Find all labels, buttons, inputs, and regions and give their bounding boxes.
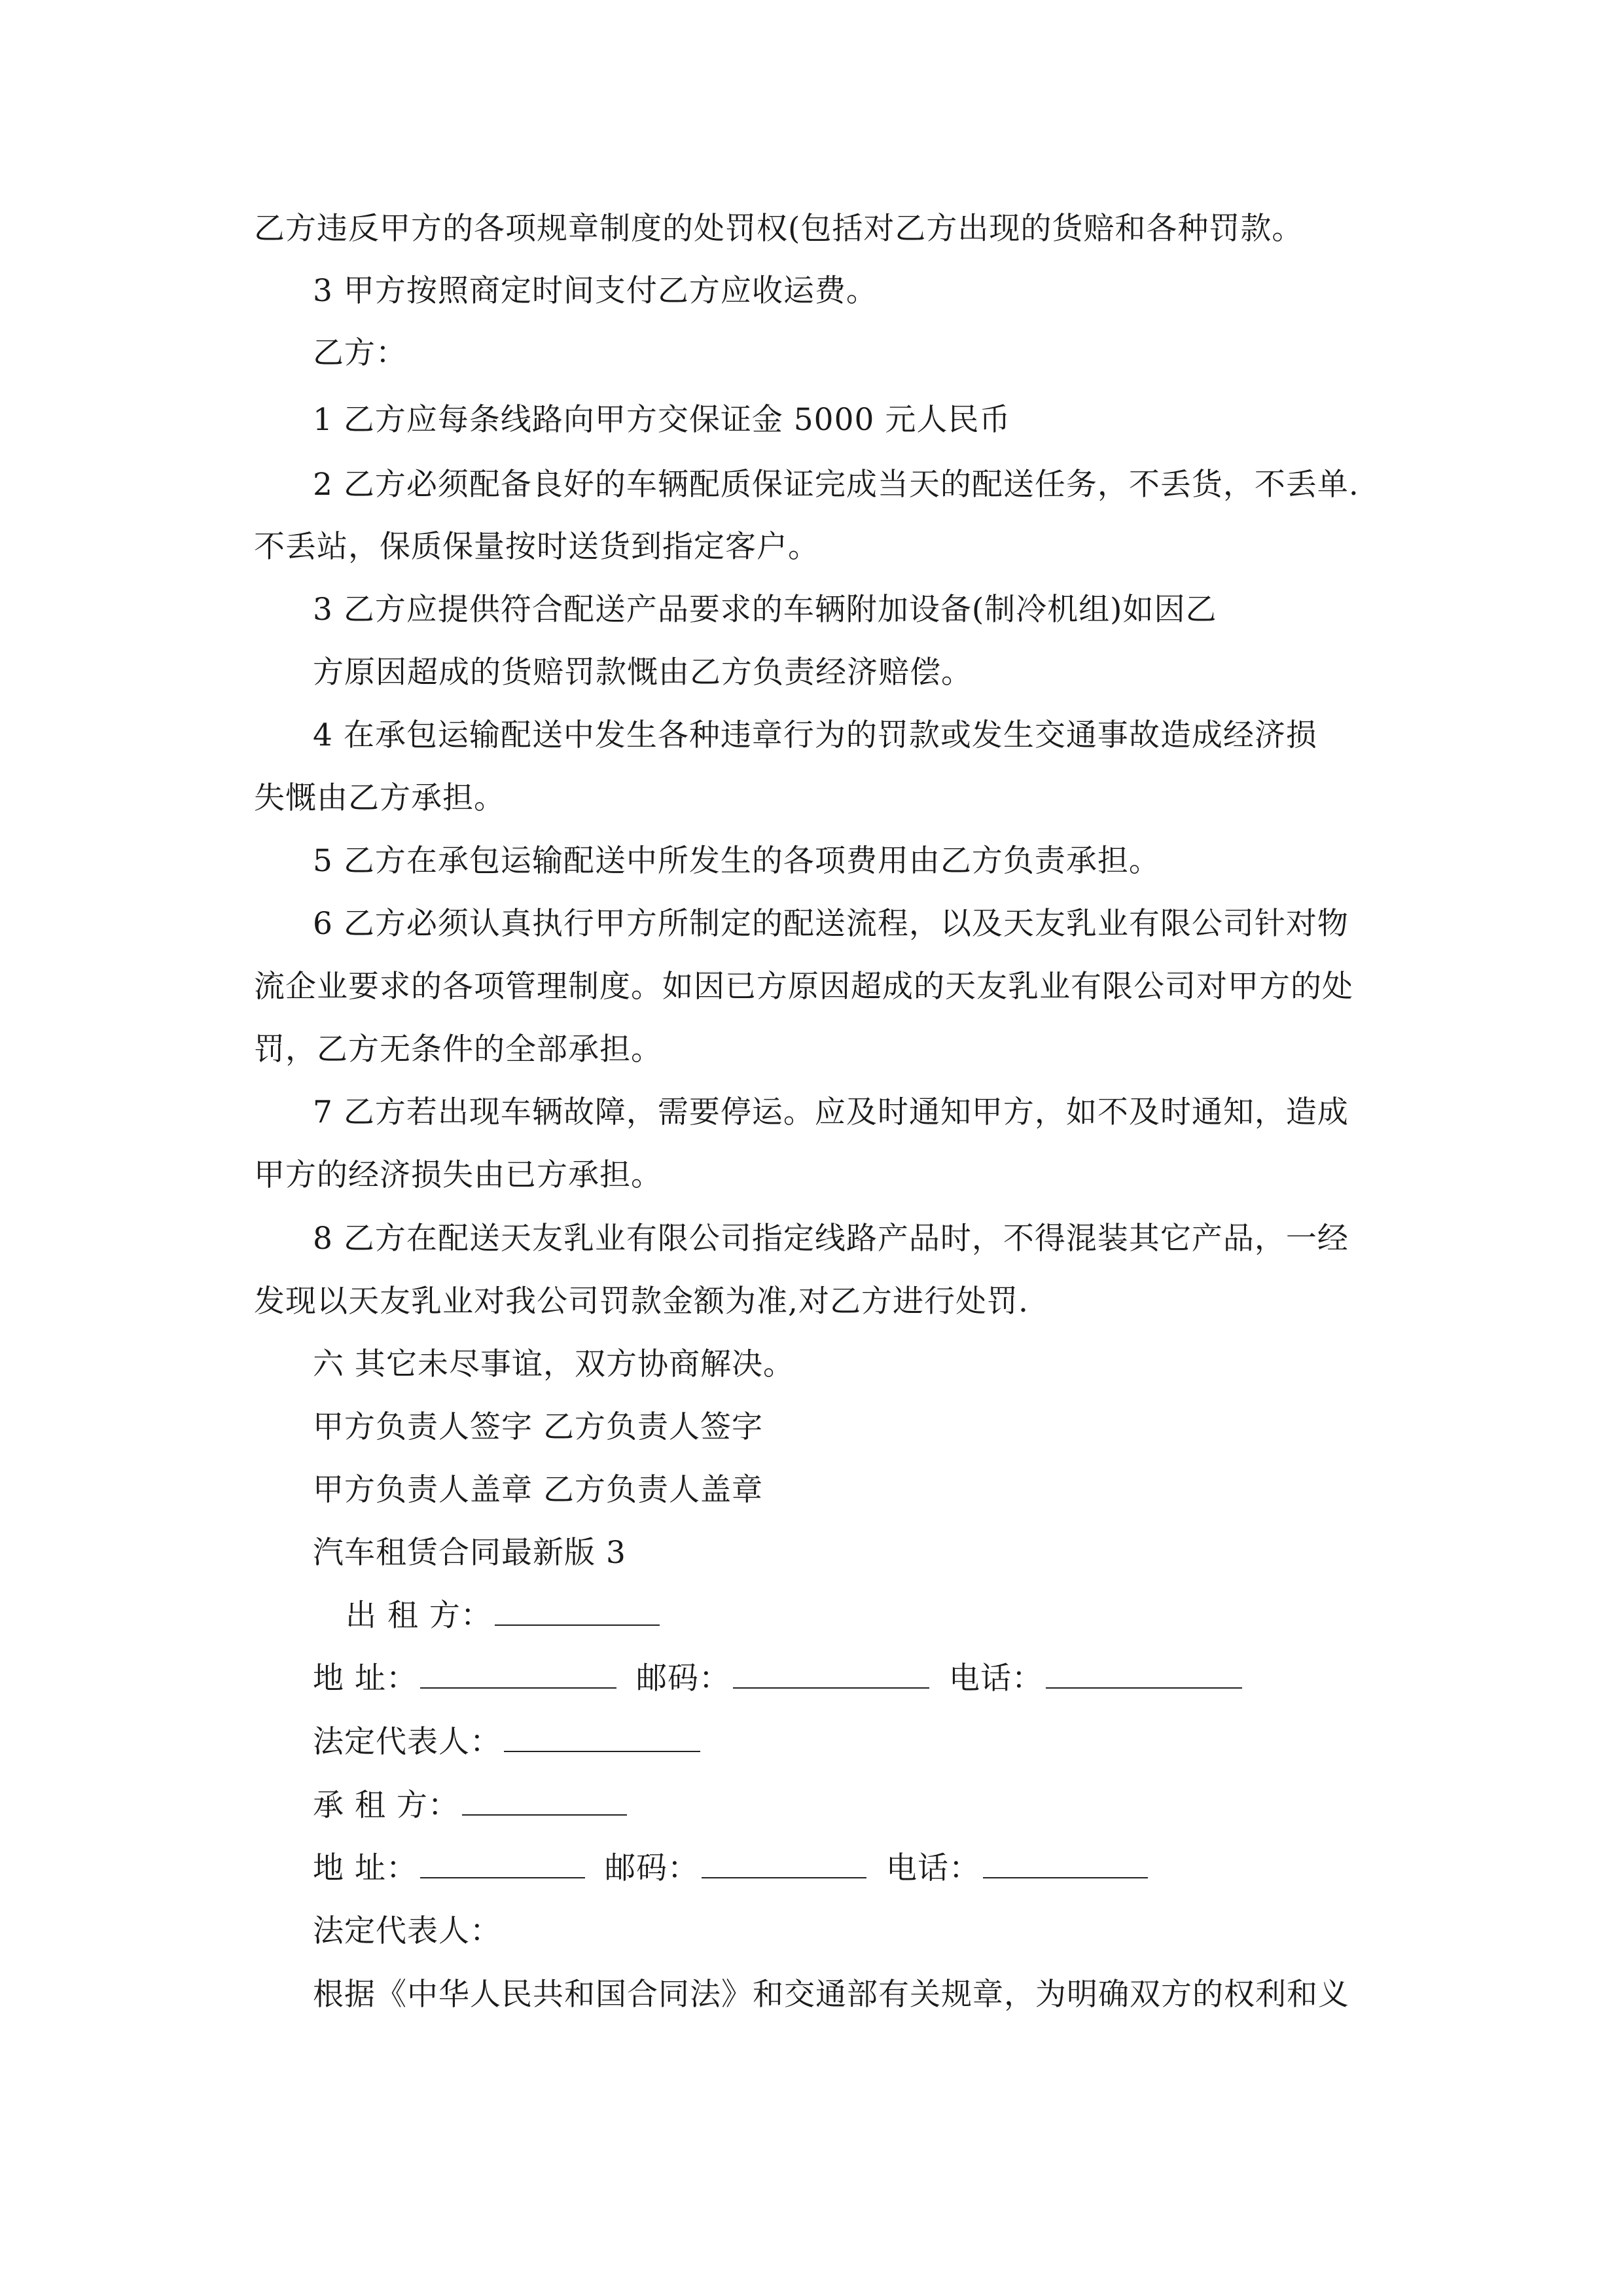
paragraph-line: 六 其它未尽事谊，双方协商解决。 [313,1346,794,1382]
lessee-blank[interactable] [462,1785,627,1816]
postcode-label: 邮码： [635,1660,730,1696]
lessor-postcode-blank[interactable] [733,1659,929,1689]
lessor-contact-row [313,1659,1242,1698]
paragraph-line: 乙方违反甲方的各项规章制度的处罚权(包括对乙方出现的货赔和各种罚款。 [254,211,1304,247]
lessor-legal-rep-blank[interactable] [504,1722,700,1752]
lessee-contact-row [313,1848,1148,1888]
lessee-address-blank[interactable] [420,1848,585,1878]
lessor-label: 出 租 方： [346,1598,492,1634]
paragraph-line: 3 乙方应提供符合配送产品要求的车辆附加设备(制冷机组)如因乙 [313,592,1217,628]
paragraph-line: 2 乙方必须配备良好的车辆配质保证完成当天的配送任务，不丢货，不丢单. [313,467,1359,503]
postcode-label: 邮码： [604,1850,699,1886]
lessor-blank[interactable] [495,1596,660,1626]
paragraph-line: 方原因超成的货赔罚款慨由乙方负责经济赔偿。 [313,655,972,691]
phone-label: 电话： [948,1660,1043,1696]
paragraph-line: 7 乙方若出现车辆故障，需要停运。应及时通知甲方，如不及时通知，造成 [313,1094,1349,1130]
paragraph-line: 罚，乙方无条件的全部承担。 [254,1031,662,1067]
lessor-row [346,1596,660,1636]
paragraph-line: 3 甲方按照商定时间支付乙方应收运费。 [313,273,878,309]
lessee-postcode-blank[interactable] [702,1848,866,1878]
section-title: 汽车租赁合同最新版 3 [313,1535,626,1571]
lessee-row [313,1785,627,1825]
paragraph-line: 发现以天友乳业对我公司罚款金额为准,对乙方进行处罚. [254,1283,1029,1319]
lessee-phone-blank[interactable] [983,1848,1148,1878]
paragraph-line: 根据《中华人民共和国合同法》和交通部有关规章，为明确双方的权利和义 [313,1977,1349,2013]
paragraph-line: 不丢站，保质保量按时送货到指定客户。 [254,529,819,565]
paragraph-line: 8 乙方在配送天友乳业有限公司指定线路产品时，不得混装其它产品，一经 [313,1221,1349,1257]
paragraph-line: 失慨由乙方承担。 [254,780,505,816]
paragraph-line: 法定代表人： [313,1913,501,1949]
lessor-address-blank[interactable] [420,1659,616,1689]
paragraph-line: 乙方： [313,335,407,371]
paragraph-line: 甲方的经济损失由已方承担。 [254,1157,662,1193]
phone-label: 电话： [885,1850,980,1886]
lessee-label: 承 租 方： [313,1787,459,1823]
seal-line: 甲方负责人盖章 乙方负责人盖章 [313,1472,763,1508]
legal-rep-label: 法定代表人： [313,1724,501,1760]
lessor-legal-rep-row [313,1722,700,1762]
signature-line: 甲方负责人签字 乙方负责人签字 [313,1409,763,1445]
paragraph-line: 流企业要求的各项管理制度。如因已方原因超成的天友乳业有限公司对甲方的处 [254,969,1353,1005]
paragraph-line: 6 乙方必须认真执行甲方所制定的配送流程，以及天友乳业有限公司针对物 [313,906,1349,942]
lessor-phone-blank[interactable] [1046,1659,1242,1689]
address-label: 地 址： [313,1850,418,1886]
paragraph-line: 1 乙方应每条线路向甲方交保证金 5000 元人民币 [313,402,1011,438]
address-label: 地 址： [313,1660,418,1696]
paragraph-line: 4 在承包运输配送中发生各种违章行为的罚款或发生交通事故造成经济损 [313,717,1317,753]
paragraph-line: 5 乙方在承包运输配送中所发生的各项费用由乙方负责承担。 [313,843,1160,879]
